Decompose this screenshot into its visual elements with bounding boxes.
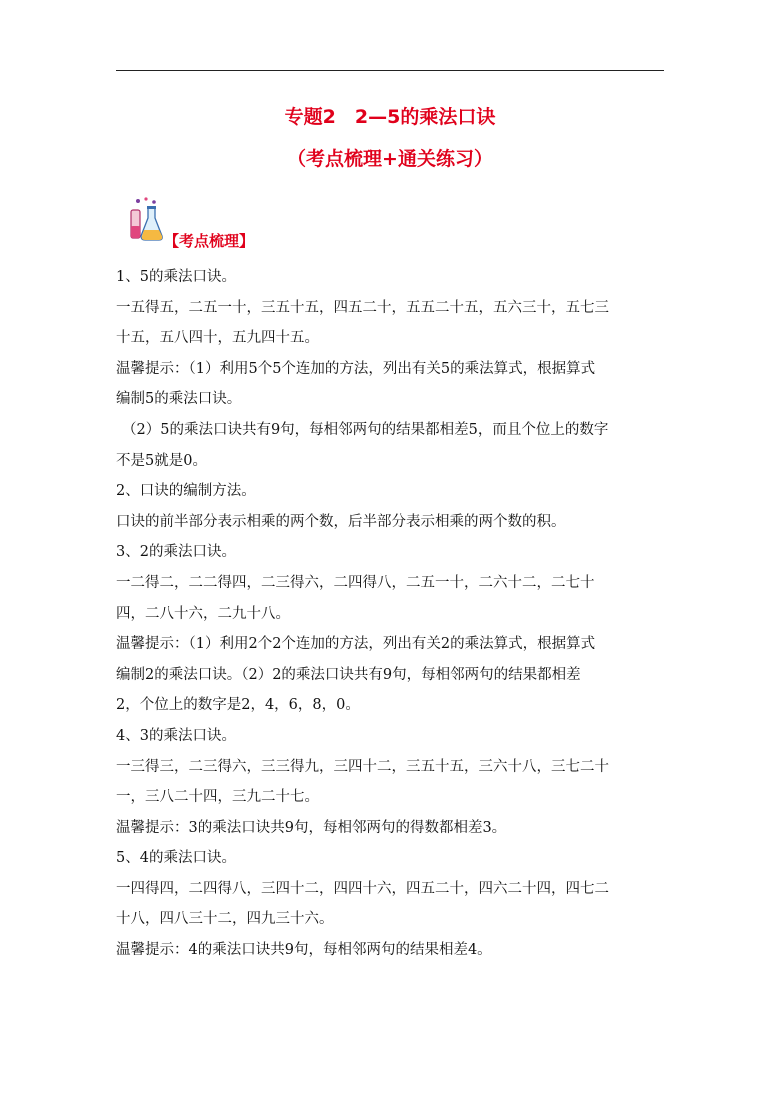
rhyme-line: 一五得五，二五一十，三五十五，四五二十，五五二十五，五六三十，五七三 [116, 299, 609, 316]
tip-line: 编制5的乘法口诀。 [116, 391, 242, 408]
rhyme-line: 十五，五八四十，五九四十五。 [116, 330, 319, 347]
tip-line: 温馨提示：4的乘法口诀共9句，每相邻两句的结果相差4。 [116, 942, 492, 959]
tip-line: 2，个位上的数字是2，4，6，8，0。 [116, 697, 360, 714]
content-body [116, 262, 666, 966]
heading-method: 2、口诀的编制方法。 [116, 483, 256, 500]
page-title: 专题2 2—5的乘法口诀 [284, 106, 496, 128]
tip-line: 温馨提示：（1）利用5个5个连加的方法，列出有关5的乘法算式，根据算式 [116, 360, 596, 377]
tip-line: 温馨提示：（1）利用2个2个连加的方法，列出有关2的乘法算式，根据算式 [116, 636, 596, 653]
tip-line: 编制2的乘法口诀。（2）2的乘法口诀共有9句，每相邻两句的结果都相差 [116, 666, 581, 683]
heading-5-table: 1、5的乘法口诀。 [116, 269, 236, 285]
flask-icon [128, 196, 164, 242]
rhyme-line: 一四得四，二四得八，三四十二，四四十六，四五二十，四六二十四，四七二 [116, 880, 609, 897]
page-subtitle: （考点梳理+通关练习） [287, 148, 493, 170]
heading-3-table: 4、3的乘法口诀。 [116, 727, 236, 744]
rhyme-line: 十八，四八三十二，四九三十六。 [116, 911, 334, 928]
heading-4-table: 5、4的乘法口诀。 [116, 850, 236, 867]
rhyme-line: 一，三八二十四，三九二十七。 [116, 789, 319, 806]
rhyme-line: 一二得二，二二得四，二三得六，二四得八，二五一十，二六十二，二七十 [116, 574, 595, 591]
heading-2-table: 3、2的乘法口诀。 [116, 544, 236, 561]
tip-line: 温馨提示：3的乘法口诀共9句，每相邻两句的得数都相差3。 [116, 819, 507, 836]
tip-line: （2）5的乘法口诀共有9句，每相邻两句的结果都相差5，而且个位上的数字 [122, 421, 609, 438]
method-line: 口诀的前半部分表示相乘的两个数，后半部分表示相乘的两个数的积。 [116, 513, 566, 530]
rhyme-line: 四，二八十六，二九十八。 [116, 605, 290, 622]
rhyme-line: 一三得三，二三得六，三三得九，三四十二，三五十五，三六十八，三七二十 [116, 758, 609, 775]
header-rule [116, 70, 664, 71]
tip-line: 不是5就是0。 [116, 452, 207, 469]
section-heading: 【考点梳理】 [164, 232, 255, 250]
